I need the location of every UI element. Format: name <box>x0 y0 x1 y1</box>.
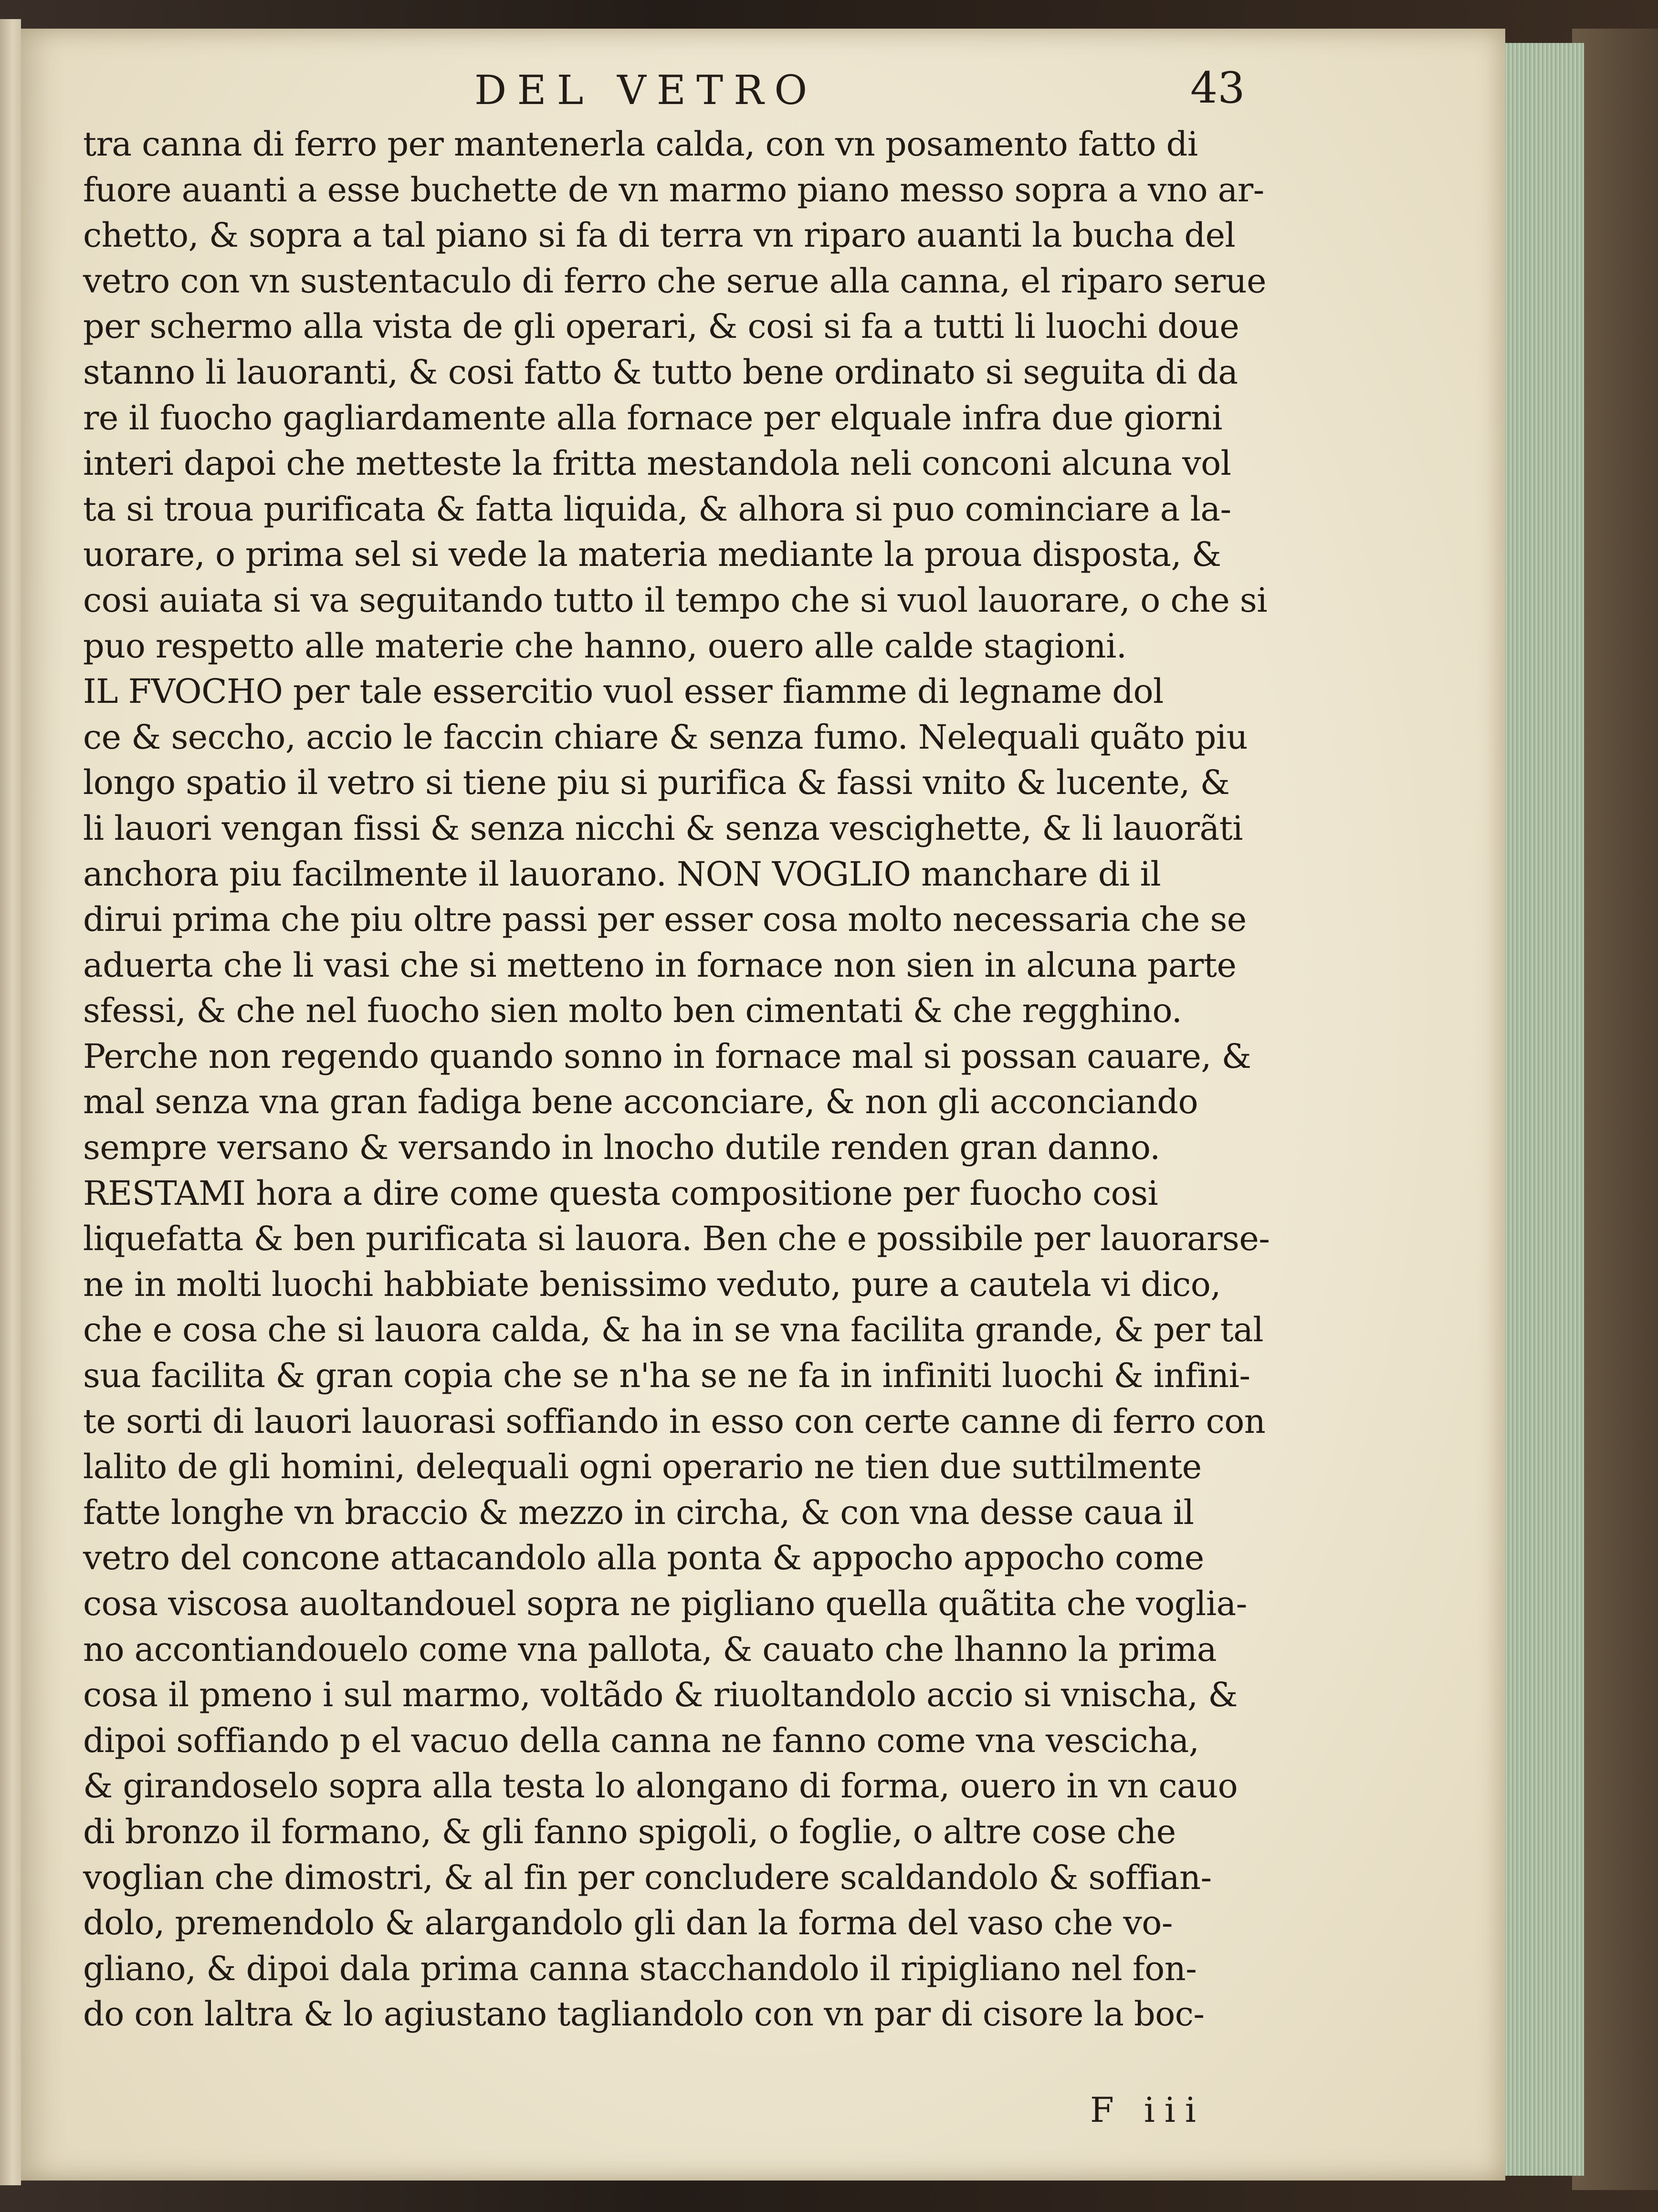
text-line: di bronzo il formano, & gli fanno spigoli, o foglie, o altre cose che <box>83 1812 1176 1851</box>
text-line: uorare, o prima sel si vede la materia mediante la proua disposta, & <box>83 535 1221 574</box>
text-line: lalito de gli homini, delequali ogni operario ne tien due suttilmente <box>83 1447 1202 1487</box>
text-line: anchora piu facilmente il lauorano. NON VOGLIO manchare di il <box>83 854 1161 894</box>
body-text <box>83 122 1324 2037</box>
text-line: cosa viscosa auoltandouel sopra ne pigliano quella quãtita che voglia- <box>83 1584 1247 1623</box>
book-page <box>21 29 1505 2181</box>
text-line: ta si troua purificata & fatta liquida, & alhora si puo cominciare a la- <box>83 489 1231 529</box>
text-line: re il fuocho gagliardamente alla fornace per elquale infra due giorni <box>83 398 1222 438</box>
text-line: vetro con vn sustentaculo di ferro che serue alla canna, el riparo serue <box>83 261 1266 301</box>
text-line: & girandoselo sopra alla testa lo alongano di forma, ouero in vn cauo <box>83 1766 1238 1806</box>
text-line: chetto, & sopra a tal piano si fa di terra vn riparo auanti la bucha del <box>83 216 1236 255</box>
text-line: cosa il pmeno i sul marmo, voltãdo & riuoltandolo accio si vnischa, & <box>83 1675 1238 1715</box>
text-line: vetro del concone attacandolo alla ponta & appocho appocho come <box>83 1538 1204 1578</box>
text-line: longo spatio il vetro si tiene piu si purifica & fassi vnito & lucente, & <box>83 763 1230 803</box>
text-line: fatte longhe vn braccio & mezzo in circha, & con vna desse caua il <box>83 1492 1194 1532</box>
facing-page-edge <box>0 19 21 2185</box>
text-line: dolo, premendolo & alargandolo gli dan la forma del vaso che vo- <box>83 1903 1173 1943</box>
text-line: no accontiandouelo come vna pallota, & cauato che lhanno la prima <box>83 1629 1217 1669</box>
page-block-edges <box>1503 43 1584 2176</box>
text-line: liquefatta & ben purificata si lauora. Ben che e possibile per lauorarse- <box>83 1219 1270 1259</box>
text-line: RESTAMI hora a dire come questa compositione per fuocho cosi <box>83 1173 1158 1213</box>
text-line: te sorti di lauori lauorasi soffiando in esso con certe canne di ferro con <box>83 1401 1266 1441</box>
text-line: stanno li lauoranti, & cosi fatto & tutto bene ordinato si seguita di da <box>83 352 1238 392</box>
signature-mark: F iii <box>1090 2090 1206 2130</box>
running-head: DEL VETRO <box>474 67 818 114</box>
text-line: Perche non regendo quando sonno in fornace mal si possan cauare, & <box>83 1036 1251 1076</box>
text-line: interi dapoi che metteste la fritta mestandola neli conconi alcuna vol <box>83 444 1231 483</box>
text-line: cosi auiata si va seguitando tutto il tempo che si vuol lauorare, o che si <box>83 580 1268 620</box>
text-line: sempre versano & versando in lnocho dutile renden gran danno. <box>83 1128 1160 1168</box>
text-line: puo respetto alle materie che hanno, ouero alle calde stagioni. <box>83 626 1127 666</box>
text-line: per schermo alla vista de gli operari, & cosi si fa a tutti li luochi doue <box>83 307 1239 346</box>
facing-page-text-fragments <box>0 19 21 76</box>
text-line: tra canna di ferro per mantenerla calda, con vn posamento fatto di <box>83 125 1198 164</box>
text-line: sua facilita & gran copia che se n'ha se ne fa in infiniti luochi & infini- <box>83 1356 1250 1396</box>
text-line: ce & seccho, accio le faccin chiare & senza fumo. Nelequali quãto piu <box>83 717 1248 757</box>
page-number: 43 <box>1190 63 1245 113</box>
text-line: fuore auanti a esse buchette de vn marmo piano messo sopra a vno ar- <box>83 170 1264 209</box>
text-line: che e cosa che si lauora calda, & ha in se vna facilita grande, & per tal <box>83 1310 1264 1350</box>
text-line: ne in molti luochi habbiate benissimo veduto, pure a cautela vi dico, <box>83 1264 1221 1304</box>
text-line: do con laltra & lo agiustano tagliandolo con vn par di cisore la boc- <box>83 1994 1205 2034</box>
text-line: dipoi soffiando p el vacuo della canna ne fanno come vna vescicha, <box>83 1721 1199 1760</box>
book-cover-edge <box>1572 29 1658 2190</box>
text-line: dirui prima che piu oltre passi per esser cosa molto necessaria che se <box>83 900 1247 939</box>
text-line: mal senza vna gran fadiga bene acconciare, & non gli acconciando <box>83 1082 1198 1122</box>
text-line: li lauori vengan fissi & senza nicchi & senza vescighette, & li lauorãti <box>83 808 1243 848</box>
text-line: voglian che dimostri, & al fin per concludere scaldandolo & soffian- <box>83 1857 1212 1897</box>
text-line: gliano, & dipoi dala prima canna stacchandolo il ripigliano nel fon- <box>83 1949 1197 1988</box>
text-line: aduerta che li vasi che si metteno in fornace non sien in alcuna parte <box>83 945 1237 985</box>
text-line: IL FVOCHO per tale essercitio vuol esser fiamme di legname dol <box>83 672 1164 711</box>
text-line: sfessi, & che nel fuocho sien molto ben cimentati & che regghino. <box>83 991 1182 1031</box>
